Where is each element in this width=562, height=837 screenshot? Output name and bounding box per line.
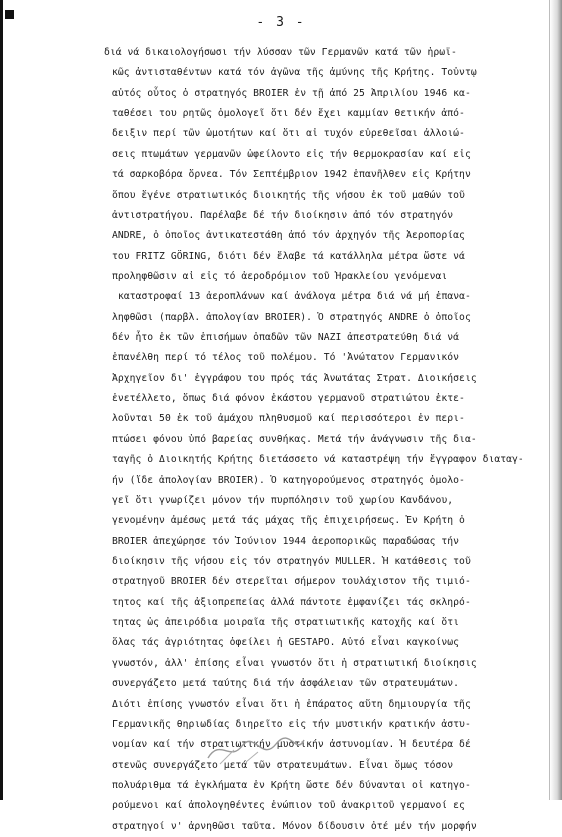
text-line: ρούμενοι καί ἀπολογηθέντες ἐνώπιον τοῦ ἀνακριτοῦ γερμανοί ες: [112, 800, 465, 812]
text-line: στενῶς συνεργάζετο μετά τῶν στρατευμάτων. Εἶναι ὅμως τόσον: [112, 759, 454, 771]
text-line: νομίαν καί τήν στρατιωτικήν μυστικήν ἀστυνομίαν. Ἡ δευτέρα δέ: [112, 739, 471, 751]
text-line: γενομένην ἀμέσως μετά τάς μάχας τῆς ἐπιχειρήσεως. Ἐν Κρήτη ὁ: [112, 515, 465, 527]
text-line: τά σαρκοβόρα ὄρνεα. Τόν Σεπτέμβριον 1942 ἐπανῆλθεν εἰς Κρήτην: [112, 169, 471, 181]
text-line: γεῖ ὅτι γνωρίζει μόνον τήν πυρπόλησιν τοῦ χωρίου Κανδάνου,: [112, 494, 454, 506]
text-line: δειξιν περί τῶν ὠμοτήτων καί ὅτι αἱ τυχόν εὑρεθεῖσαι ἀλλοιώ-: [112, 128, 465, 140]
text-line: ληφθῶσι (παρβλ. ἀπολογίαν BROIER). Ὁ στρατηγός ANDRE ὁ ὁποῖος: [112, 311, 471, 323]
text-line: πολυάριθμα τά ἐγκλήματα ἐν Κρήτη ὥστε δέν δύνανται οἱ κατηγο-: [112, 779, 471, 791]
text-line: διοίκησιν τῆς νήσου εἰς τόν στρατηγόν MULLER. Ἡ κατάθεσις τοῦ: [112, 555, 471, 567]
page-number: - 3 -: [256, 15, 306, 30]
text-line: του FRITZ GÖRING, διότι δέν ἔλαβε τά κατάλληλα μέτρα ὥστε νά: [112, 250, 465, 262]
text-line: ήν (ἴδε ἀπολογίαν BROIER). Ὁ κατηγορούμενος στρατηγός ὁμολο-: [112, 474, 465, 486]
handwritten-mark: [200, 728, 310, 768]
text-line: ὅλας τάς ἀγριότητας ὀφείλει ἡ GESTAPO. Αὐτό εἶναι καγκοίνως: [112, 637, 460, 649]
text-line: κῶς ἀντισταθέντων κατά τόν ἀγῶνα τῆς ἀμύνης τῆς Κρήτης. Τοὐντῳ: [112, 67, 477, 79]
scan-left-border: [0, 0, 3, 800]
text-line: καταστροφαί 13 ἀεροπλάνων καί ἀνάλογα μέτρα διά νά μή ἐπανα-: [118, 291, 471, 303]
text-line: ἐνετέλλετο, ὅπως διά φόνον ἑκάστου γερμανοῦ στρατιώτου ἐκτε-: [112, 393, 465, 405]
text-line: προληφθῶσιν αἱ εἰς τό ἀεροδρόμιον τοῦ Ἡρακλείου γενόμεναι: [112, 270, 448, 282]
text-line: αὐτός οὗτος ὁ στρατηγός BROIER ἐν τῇ ἀπό 25 Ἀπριλίου 1946 κα-: [112, 87, 471, 99]
text-line: ταθέσει του ρητῶς ὁμολογεῖ ὅτι δέν ἔχει καμμίαν θετικήν ἀπό-: [112, 108, 465, 120]
text-line: Διότι ἐπίσης γνωστόν εἶναι ὅτι ἡ ἐπάρατος αὕτη δημιουργία τῆς: [112, 698, 471, 710]
text-line: BROIER ἀπεχώρησε τόν Ἰούνιον 1944 ἀεροπορικῶς παραδώσας τήν: [112, 535, 460, 547]
text-line: γνωστόν, ἀλλ' ἐπίσης εἶναι γνωστόν ὅτι ἡ στρατιωτική διοίκησις: [112, 657, 477, 669]
text-line: Γερμανικῆς θηριωδίας διηρεῖτο εἰς τήν μυστικήν κρατικήν ἀστυ-: [112, 718, 471, 730]
text-line: ἀντιστρατήγου. Παρέλαβε δέ τήν διοίκησιν ἀπό τόν στρατηγόν: [112, 209, 454, 221]
text-line: διά νά δικαιολογήσωσι τήν λύσσαν τῶν Γερμανῶν κατά τῶν ἡρωϊ-: [104, 47, 457, 58]
text-line: ANDRE, ὁ ὁποῖος ἀντικατεστάθη ἀπό τόν ἀρχηγόν τῆς Ἀεροπορίας: [112, 230, 465, 242]
text-line: τητος καί τῆς ἀξιοπρεπείας ἀλλά πάντοτε ἐμφανίζει τάς σκληρό-: [112, 596, 471, 608]
text-line: ἐπανέλθη περί τό τέλος τοῦ πολέμου. Τό 'Ἀνώτατον Γερμανικόν: [112, 352, 460, 364]
text-line: στρατηγοί ν' ἀρνηθῶσι ταῦτα. Μόνον δίδουσιν ὁτέ μέν τήν μορφήν: [112, 820, 477, 832]
text-line: λοῦνται 50 ἐκ τοῦ ἀμάχου πληθυσμοῦ καί περισσότεροι ἐν περι-: [112, 413, 465, 425]
text-line: Ἀρχηγεῖον δι' ἐγγράφου του πρός τάς Ἀνωτάτας Στρατ. Διοικήσεις: [112, 372, 477, 384]
text-line: ταγῆς ὁ Διοικητής Κρήτης διετάσσετο νά καταστρέψη τήν ἔγγραφον διαταγ-: [112, 454, 524, 466]
text-line: στρατηγοῦ BROIER δέν στερεῖται σήμερον τουλάχιστον τῆς τιμιό-: [112, 576, 471, 588]
text-line: τητας ὡς ἀπειρόδια μοιραῖα τῆς στρατιωτικῆς κατοχῆς καί ὅτι: [112, 617, 460, 629]
typewritten-body: [104, 43, 550, 837]
scan-right-fold-shadow: [550, 0, 562, 800]
text-line: ὅπου ἔγένε στρατιωτικός διοικητής τῆς νήσου ἐκ τοῦ μαθών τοῦ: [112, 189, 465, 201]
text-line: σεις πτωμάτων γερμανῶν ὠφείλοντο εἰς τήν θερμοκρασίαν καί εἰς: [112, 148, 471, 160]
text-line: πτώσει φόνου ὑπό βαρείας συνθήκας. Μετά τήν ἀνάγνωσιν τῆς δια-: [112, 433, 477, 445]
text-line: συνεργάζετο μετά ταύτης διά τήν ἀσφάλειαν τῶν στρατευμάτων.: [112, 678, 460, 690]
text-line: δέν ἦτο ἐκ τῶν ἐπισήμων ὁπαδῶν τῶν NAZI ἀπεστρατεύθη διά νά: [112, 332, 460, 344]
